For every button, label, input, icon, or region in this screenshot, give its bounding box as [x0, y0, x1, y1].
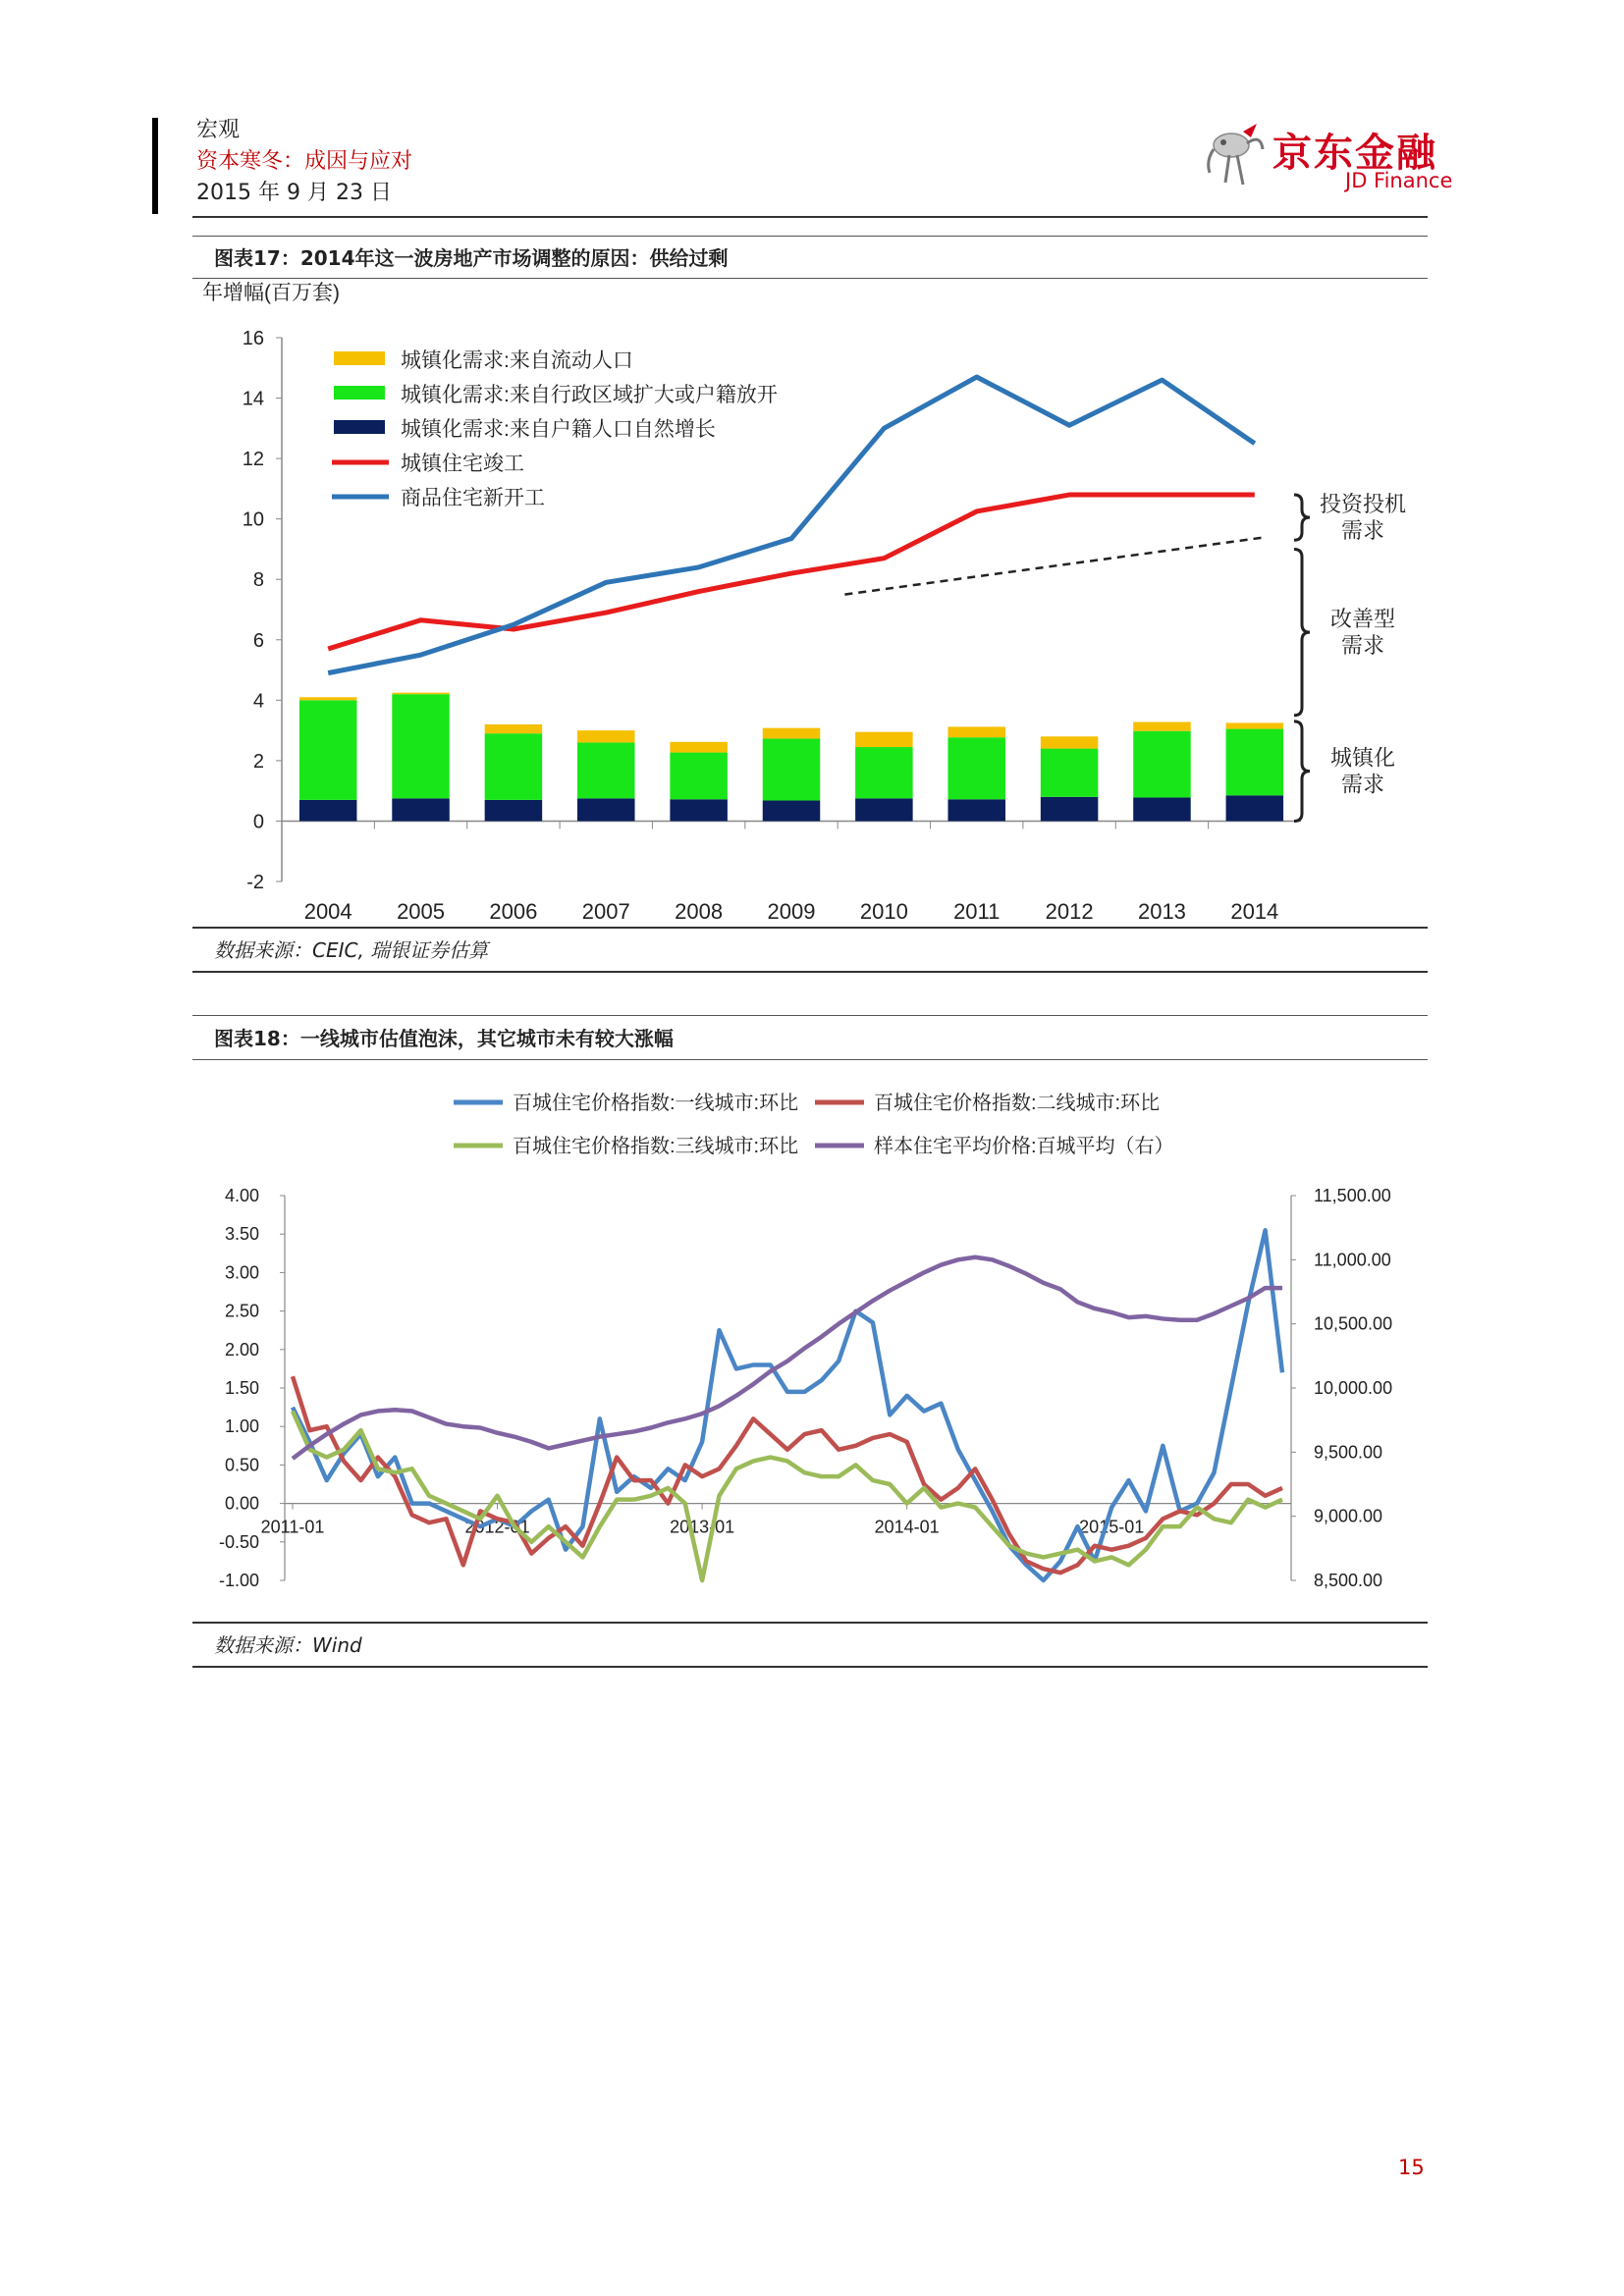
bar-segment	[763, 738, 821, 800]
x-tick-label: 2006	[489, 899, 538, 924]
fig18-caption: 图表18：一线城市估值泡沫，其它城市未有较大涨幅	[214, 1027, 674, 1050]
x-tick-label: 2012-01	[464, 1517, 530, 1537]
series-line	[293, 1257, 1282, 1459]
x-tick-label: 2004	[303, 899, 352, 924]
report-date: 2015 年 9 月 23 日	[196, 181, 392, 205]
left-tick-label: 4.00	[224, 1186, 259, 1205]
bar-segment	[670, 799, 728, 821]
y-tick-label: 14	[242, 388, 264, 410]
x-tick-label: 2011-01	[260, 1517, 325, 1537]
logo-chinese-text: 京东金融	[1272, 131, 1437, 176]
y-tick-label: -2	[246, 872, 264, 893]
bar-segment	[1226, 722, 1284, 728]
bar-segment	[670, 753, 728, 800]
right-tick-label: 9,000.00	[1314, 1506, 1383, 1526]
bar-segment	[947, 726, 1005, 737]
brace	[1294, 721, 1310, 822]
bar-segment	[855, 732, 913, 747]
jd-finance-logo-icon	[1200, 122, 1269, 196]
y-tick-label: 6	[252, 629, 264, 652]
series-line	[293, 1376, 1282, 1573]
bar-segment	[485, 724, 543, 733]
bar-segment	[855, 747, 913, 798]
right-tick-label: 10,000.00	[1314, 1378, 1393, 1398]
bar-segment	[1041, 736, 1099, 748]
y-tick-label: 12	[242, 449, 264, 471]
bar-segment	[670, 742, 728, 753]
y-axis-title: 年增幅(百万套)	[202, 282, 340, 304]
bar-segment	[947, 799, 1005, 821]
y-tick-label: 4	[252, 690, 264, 713]
left-tick-label: -0.50	[218, 1531, 259, 1552]
legend-label: 商品住宅新开工	[401, 487, 545, 509]
fig17-source-rule	[192, 971, 1428, 973]
x-tick-label: 2014-01	[874, 1517, 940, 1537]
right-tick-label: 11,500.00	[1314, 1186, 1391, 1205]
fig17-top-rule	[192, 236, 1428, 237]
fig17-bottom-rule	[192, 927, 1428, 929]
bar-segment	[485, 733, 543, 800]
legend-label: 城镇住宅竣工	[401, 453, 524, 475]
left-tick-label: 2.50	[224, 1301, 259, 1321]
y-tick-label: 8	[252, 569, 264, 592]
bar-segment	[855, 798, 913, 821]
x-tick-label: 2009	[767, 899, 816, 924]
fig18-source-rule	[192, 1666, 1428, 1668]
fig18-source: 数据来源：Wind	[214, 1633, 362, 1657]
y-tick-label: 0	[252, 811, 264, 833]
y-tick-label: 2	[252, 750, 264, 773]
left-tick-label: -1.00	[218, 1571, 259, 1590]
legend-swatch	[334, 420, 385, 434]
x-tick-label: 2013	[1137, 899, 1186, 924]
bracket-label: 改善型需求	[1329, 607, 1396, 659]
bar-segment	[485, 800, 543, 822]
left-tick-label: 3.00	[224, 1262, 259, 1283]
right-tick-label: 8,500.00	[1314, 1571, 1383, 1590]
left-tick-label: 0.00	[224, 1493, 259, 1514]
series-line	[293, 1412, 1282, 1580]
y-tick-label: 10	[242, 508, 264, 531]
bar-segment	[947, 737, 1005, 799]
legend-label: 城镇化需求:来自户籍人口自然增长	[401, 418, 716, 441]
fig17-caption: 图表17：2014年这一波房地产市场调整的原因：供给过剩	[214, 246, 729, 270]
bar-segment	[1133, 731, 1191, 798]
bracket-label: 投资投机需求	[1319, 492, 1407, 544]
x-tick-label: 2013-01	[670, 1517, 735, 1537]
report-title: 资本寒冬：成因与应对	[196, 149, 413, 174]
legend-label: 百城住宅价格指数:一线城市:环比	[513, 1093, 799, 1114]
report-section: 宏观	[196, 118, 241, 142]
x-tick-label: 2007	[581, 899, 630, 924]
y-tick-label: 16	[242, 328, 264, 349]
x-tick-label: 2015-01	[1079, 1517, 1145, 1537]
fig17-source: 数据来源：CEIC, 瑞银证券估算	[214, 938, 489, 962]
bar-segment	[299, 700, 357, 800]
left-tick-label: 1.50	[224, 1378, 259, 1398]
header-divider	[192, 216, 1428, 218]
legend-label: 城镇化需求:来自行政区域扩大或户籍放开	[401, 384, 778, 406]
bracket-label: 城镇化需求	[1329, 745, 1396, 797]
x-tick-label: 2005	[397, 899, 446, 924]
x-tick-label: 2012	[1045, 899, 1094, 924]
legend-label: 百城住宅价格指数:二线城市:环比	[874, 1093, 1161, 1114]
left-tick-label: 3.50	[224, 1224, 259, 1245]
logo-english-text: JD Finance	[1345, 169, 1453, 192]
x-tick-label: 2014	[1230, 899, 1279, 924]
left-tick-label: 2.00	[224, 1339, 259, 1360]
x-tick-label: 2011	[953, 899, 1001, 924]
legend-label: 城镇化需求:来自流动人口	[401, 349, 633, 372]
legend-label: 样本住宅平均价格:百城平均（右）	[874, 1136, 1174, 1157]
fig17-chart	[192, 279, 1428, 927]
fig18-bottom-rule	[192, 1622, 1428, 1624]
right-tick-label: 9,500.00	[1314, 1442, 1383, 1463]
bar-segment	[577, 798, 635, 821]
fig18-chart	[192, 1062, 1428, 1620]
page-number: 15	[1398, 2156, 1425, 2179]
bar-segment	[1041, 797, 1099, 822]
series-line	[328, 495, 1255, 649]
bar-segment	[1226, 795, 1284, 821]
left-tick-label: 0.50	[224, 1455, 259, 1475]
brace	[1294, 549, 1310, 715]
fig18-top-rule	[192, 1015, 1428, 1016]
header-accent-bar	[152, 118, 158, 214]
bar-segment	[1041, 749, 1099, 797]
bar-segment	[299, 697, 357, 700]
legend-swatch	[334, 386, 385, 400]
bar-segment	[763, 801, 821, 822]
bar-segment	[1226, 729, 1284, 796]
bar-segment	[392, 693, 450, 695]
brace	[1294, 495, 1310, 540]
bar-segment	[299, 800, 357, 822]
bar-segment	[1133, 721, 1191, 730]
legend-label: 百城住宅价格指数:三线城市:环比	[513, 1136, 799, 1157]
bar-segment	[392, 798, 450, 821]
x-tick-label: 2008	[675, 899, 724, 924]
x-tick-label: 2010	[859, 899, 908, 924]
bar-segment	[1133, 797, 1191, 821]
bar-segment	[577, 730, 635, 742]
fig18-caption-rule	[192, 1059, 1428, 1060]
bar-segment	[763, 728, 821, 739]
bar-segment	[577, 742, 635, 798]
legend-swatch	[334, 351, 385, 365]
right-tick-label: 11,000.00	[1314, 1250, 1391, 1270]
left-tick-label: 1.00	[224, 1416, 259, 1437]
right-tick-label: 10,500.00	[1314, 1313, 1393, 1334]
bar-segment	[392, 694, 450, 798]
